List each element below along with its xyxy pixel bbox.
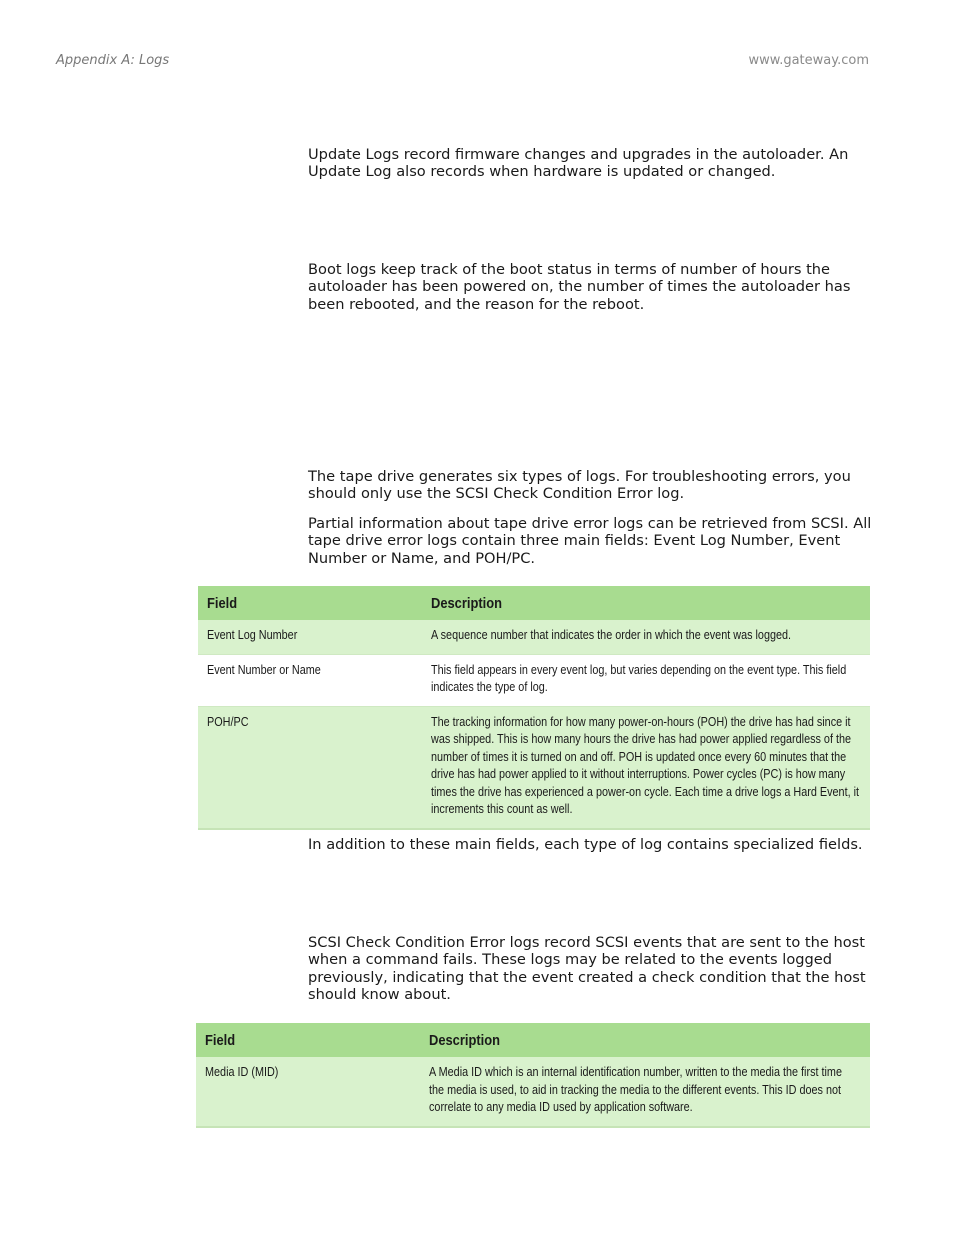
field-cell: POH/PC (198, 706, 422, 829)
description-cell: A Media ID which is an internal identification number, written to the media the first time the media is used, to aid in tracking the media to the different events. This ID does not correlate to any media ID used by application software. (420, 1057, 870, 1127)
description-cell: This field appears in every event log, but varies depending on the event type. This field indicates the type of log. (422, 654, 870, 706)
column-header-field: Field (198, 586, 422, 620)
column-header-description: Description (422, 586, 870, 620)
scsi-check-paragraph: SCSI Check Condition Error logs record SCSI events that are sent to the host when a command fails. These logs may be related to the events logged previously, indicating that the event created a check condition that the host should know about. (308, 934, 866, 1003)
scsi-check-fields-table (196, 1023, 870, 1128)
description-cell: A sequence number that indicates the order in which the event was logged. (422, 620, 870, 654)
running-header-url: www.gateway.com (748, 53, 869, 68)
additional-fields-paragraph: In addition to these main fields, each type of log contains specialized fields. (308, 836, 863, 853)
table-header-row (198, 586, 870, 620)
field-cell: Media ID (MID) (196, 1057, 420, 1127)
field-cell: Event Log Number (198, 620, 422, 654)
running-header-section: Appendix A: Logs (56, 53, 170, 68)
partial-info-paragraph: Partial information about tape drive error logs can be retrieved from SCSI. All tape drive error logs contain three main fields: Event Log Number, Event Number or Name, and POH/PC. (308, 515, 872, 567)
column-header-description: Description (420, 1023, 870, 1057)
table-row (198, 706, 870, 829)
table-row (198, 654, 870, 706)
tape-drive-logs-paragraph: The tape drive generates six types of logs. For troubleshooting errors, you should only use the SCSI Check Condition Error log. (308, 468, 851, 503)
main-fields-table (198, 586, 870, 830)
table-row (196, 1057, 870, 1127)
boot-logs-paragraph: Boot logs keep track of the boot status in terms of number of hours the autoloader has been powered on, the number of times the autoloader has been rebooted, and the reason for the reboot. (308, 261, 851, 313)
description-cell: The tracking information for how many power-on-hours (POH) the drive has had since it was shipped. This is how many hours the drive has had power applied regardless of the number of times it is turned on and off. POH is updated once every 60 minutes that the drive has had power applied to it without interruptions. Power cycles (PC) is how many times the drive has experienced a power-on cycle. Each time a drive logs a Hard Event, it increments this count as well. (422, 706, 870, 829)
table-header-row (196, 1023, 870, 1057)
column-header-field: Field (196, 1023, 420, 1057)
field-cell: Event Number or Name (198, 654, 422, 706)
update-logs-paragraph: Update Logs record firmware changes and upgrades in the autoloader. An Update Log also records when hardware is updated or changed. (308, 146, 849, 181)
table-row (198, 620, 870, 654)
